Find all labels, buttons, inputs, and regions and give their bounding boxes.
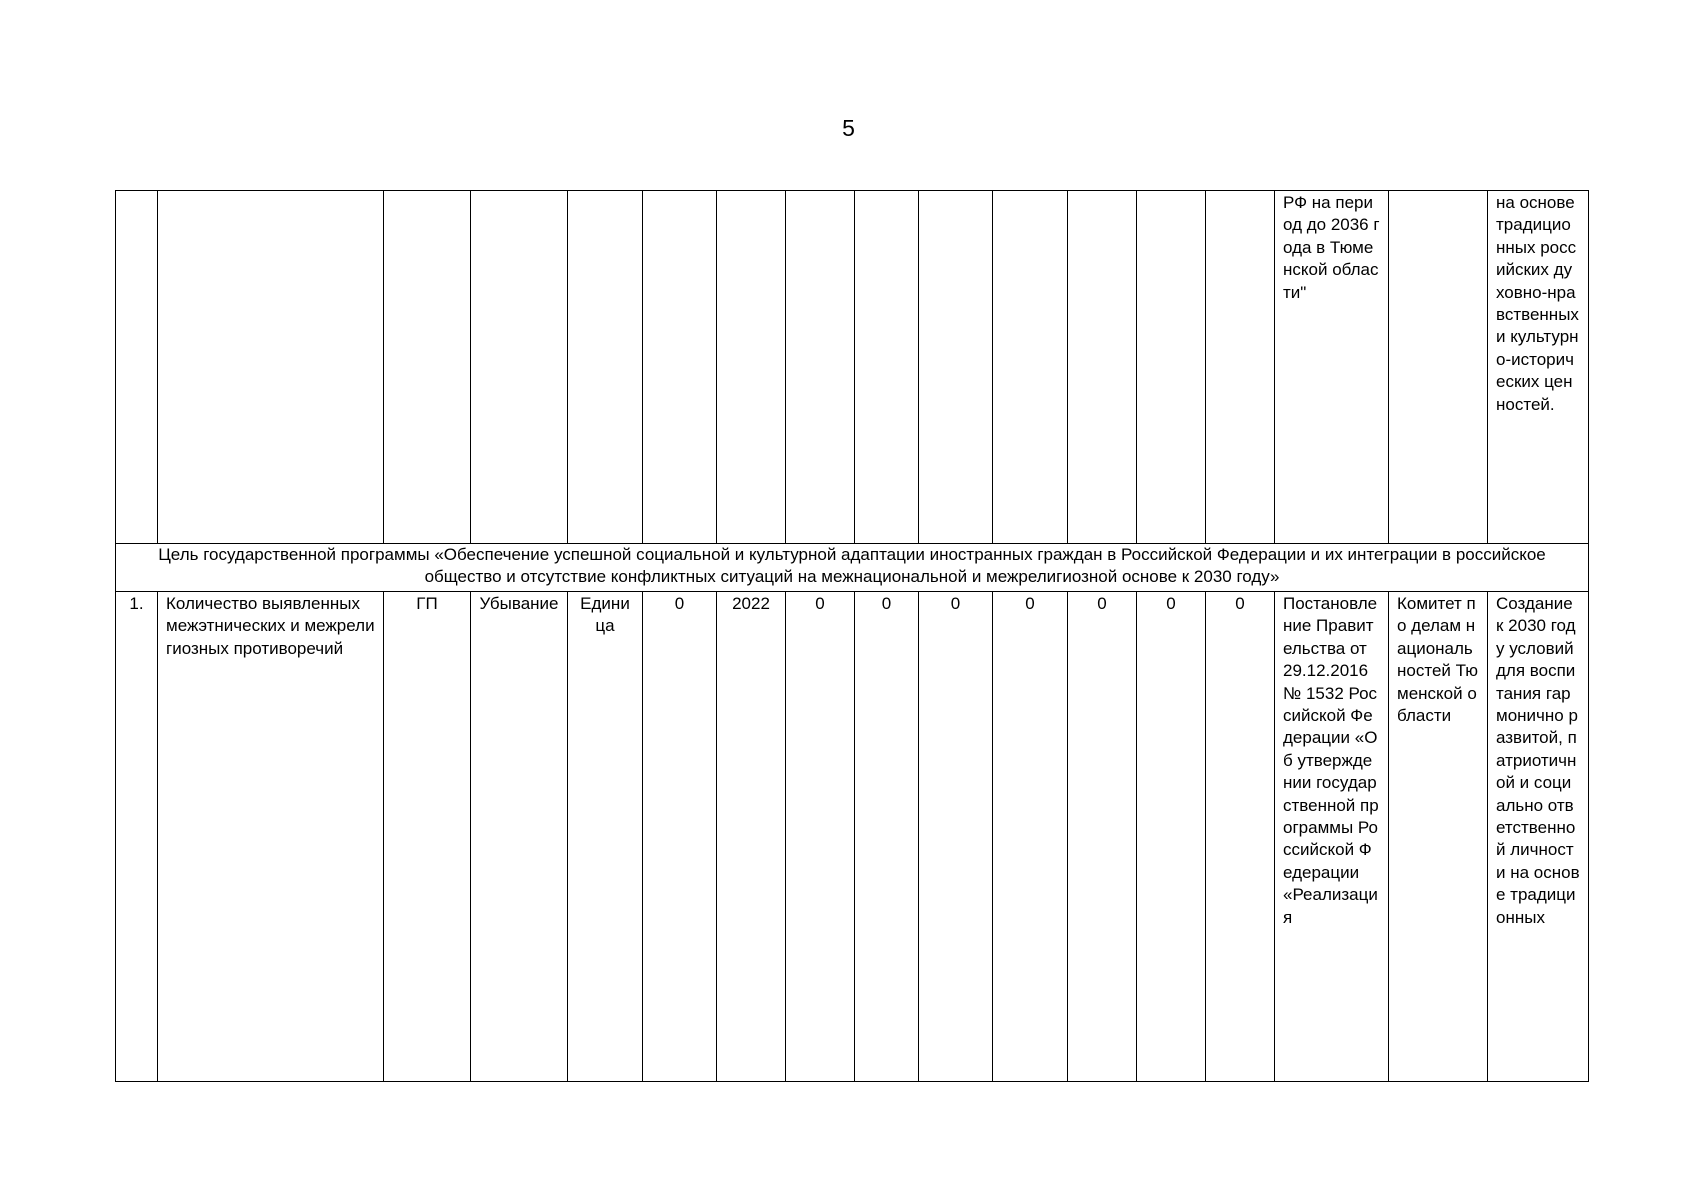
cell-value-1 xyxy=(786,191,855,544)
indicator-base-value: 0 xyxy=(643,592,717,1082)
cell-trend xyxy=(471,191,568,544)
continuation-row xyxy=(116,191,1589,544)
indicator-value-1: 0 xyxy=(786,592,855,1082)
indicator-value-6: 0 xyxy=(1137,592,1206,1082)
cell-value-3 xyxy=(919,191,993,544)
cell-base-year xyxy=(717,191,786,544)
indicator-responsible: Комитет по делам национальностей Тюменской области xyxy=(1389,592,1488,1082)
cell-name xyxy=(158,191,384,544)
cell-base-value xyxy=(643,191,717,544)
cell-value-2 xyxy=(855,191,919,544)
cell-unit xyxy=(568,191,643,544)
cell-value-7 xyxy=(1206,191,1275,544)
indicators-table xyxy=(115,190,1589,1082)
indicator-value-2: 0 xyxy=(855,592,919,1082)
indicator-row xyxy=(116,592,1589,1082)
cell-value-4 xyxy=(993,191,1068,544)
cell-value-5 xyxy=(1068,191,1137,544)
indicator-value-3: 0 xyxy=(919,592,993,1082)
indicator-level: ГП xyxy=(384,592,471,1082)
goal-text: Цель государственной программы «Обеспечение успешной социальной и культурной адаптации иностранных граждан в Российской Федерации и их интеграции в российское общество и отсутствие конфликтных ситуаций на межнациональной и межрелигиозной основе к 2030 году» xyxy=(116,544,1589,592)
cell-level xyxy=(384,191,471,544)
indicator-unit: Единица xyxy=(568,592,643,1082)
indicator-base-year: 2022 xyxy=(717,592,786,1082)
indicator-link: Создание к 2030 году условий для воспитания гармонично развитой, патриотичной и социально ответственной личности на основе традиционных xyxy=(1488,592,1589,1082)
cell-value-6 xyxy=(1137,191,1206,544)
cell-link: на основе традиционных российских духовно-нравственных и культурно-исторических ценностей. xyxy=(1488,191,1589,544)
indicator-document: Постановление Правительства от 29.12.2016 № 1532 Российской Федерации «Об утверждении государственной программы Российской Федерации «Реализация xyxy=(1275,592,1389,1082)
indicator-number: 1. xyxy=(116,592,158,1082)
indicator-name: Количество выявленных межэтнических и межрелигиозных противоречий xyxy=(158,592,384,1082)
cell-document: РФ на период до 2036 года в Тюменской области" xyxy=(1275,191,1389,544)
page-number: 5 xyxy=(842,115,855,141)
indicator-value-4: 0 xyxy=(993,592,1068,1082)
indicator-value-5: 0 xyxy=(1068,592,1137,1082)
cell-responsible xyxy=(1389,191,1488,544)
goal-row xyxy=(116,544,1589,592)
indicator-trend: Убывание xyxy=(471,592,568,1082)
cell-number xyxy=(116,191,158,544)
indicator-value-7: 0 xyxy=(1206,592,1275,1082)
